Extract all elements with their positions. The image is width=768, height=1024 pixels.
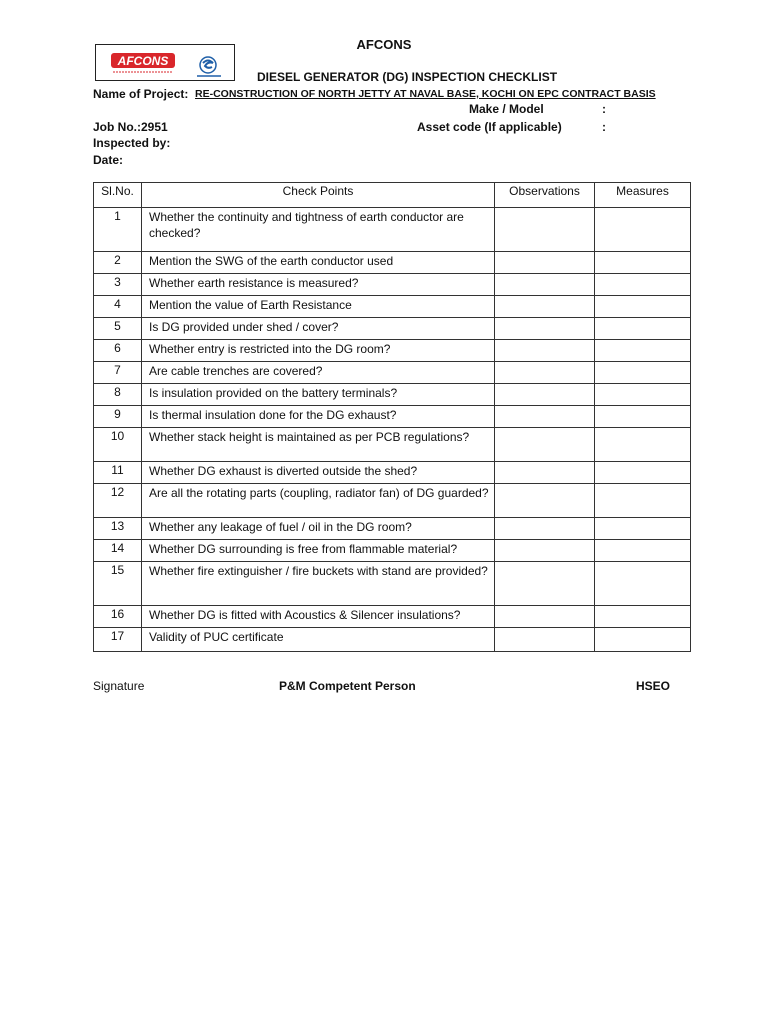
row-measure-cell[interactable] bbox=[595, 462, 691, 484]
row-observation-cell[interactable] bbox=[495, 462, 595, 484]
table-row bbox=[94, 362, 691, 384]
checklist-table bbox=[93, 182, 691, 652]
table-row bbox=[94, 428, 691, 462]
row-measure-cell[interactable] bbox=[595, 540, 691, 562]
row-sl-no: 7 bbox=[94, 362, 142, 384]
row-observation-cell[interactable] bbox=[495, 340, 595, 362]
company-name: AFCONS bbox=[356, 37, 412, 52]
row-measure-cell[interactable] bbox=[595, 318, 691, 340]
table-row bbox=[94, 340, 691, 362]
row-check-point: Mention the SWG of the earth conductor used bbox=[142, 252, 495, 274]
row-check-point: Is thermal insulation done for the DG exhaust? bbox=[142, 406, 495, 428]
header-measures: Measures bbox=[595, 183, 691, 208]
afcons-logo-text: AFCONS bbox=[117, 54, 169, 68]
row-observation-cell[interactable] bbox=[495, 384, 595, 406]
header-sl-no: Sl.No. bbox=[94, 183, 142, 208]
header-check-points: Check Points bbox=[142, 183, 495, 208]
table-row bbox=[94, 518, 691, 540]
row-sl-no: 6 bbox=[94, 340, 142, 362]
row-measure-cell[interactable] bbox=[595, 362, 691, 384]
row-check-point: Whether DG surrounding is free from flammable material? bbox=[142, 540, 495, 562]
asset-code-colon: : bbox=[602, 120, 606, 134]
table-row bbox=[94, 562, 691, 606]
row-measure-cell[interactable] bbox=[595, 562, 691, 606]
make-model-label: Make / Model bbox=[469, 102, 544, 116]
row-check-point: Is DG provided under shed / cover? bbox=[142, 318, 495, 340]
table-row bbox=[94, 462, 691, 484]
row-observation-cell[interactable] bbox=[495, 274, 595, 296]
row-observation-cell[interactable] bbox=[495, 484, 595, 518]
date-label: Date: bbox=[93, 153, 124, 167]
shapoorji-logo-icon bbox=[195, 55, 223, 79]
table-row bbox=[94, 484, 691, 518]
project-value: RE-CONSTRUCTION OF NORTH JETTY AT NAVAL BASE, KOCHI ON EPC CONTRACT BASIS bbox=[195, 88, 656, 100]
job-no-label: Job No.:2951 bbox=[93, 120, 168, 134]
make-model-colon: : bbox=[602, 102, 606, 116]
row-observation-cell[interactable] bbox=[495, 318, 595, 340]
row-sl-no: 11 bbox=[94, 462, 142, 484]
table-header-row bbox=[94, 183, 691, 208]
row-check-point: Is insulation provided on the battery terminals? bbox=[142, 384, 495, 406]
row-check-point: Whether stack height is maintained as per PCB regulations? bbox=[142, 428, 495, 462]
table-row bbox=[94, 384, 691, 406]
row-measure-cell[interactable] bbox=[595, 384, 691, 406]
table-row bbox=[94, 406, 691, 428]
row-measure-cell[interactable] bbox=[595, 606, 691, 628]
form-title: DIESEL GENERATOR (DG) INSPECTION CHECKLIST bbox=[257, 70, 558, 84]
row-sl-no: 2 bbox=[94, 252, 142, 274]
row-measure-cell[interactable] bbox=[595, 296, 691, 318]
row-check-point: Whether fire extinguisher / fire buckets with stand are provided? bbox=[142, 562, 495, 606]
row-sl-no: 10 bbox=[94, 428, 142, 462]
row-observation-cell[interactable] bbox=[495, 296, 595, 318]
row-check-point: Whether DG exhaust is diverted outside the shed? bbox=[142, 462, 495, 484]
table-row bbox=[94, 296, 691, 318]
row-measure-cell[interactable] bbox=[595, 274, 691, 296]
row-check-point: Whether any leakage of fuel / oil in the DG room? bbox=[142, 518, 495, 540]
row-check-point: Whether the continuity and tightness of earth conductor are checked? bbox=[142, 208, 495, 252]
row-check-point: Whether entry is restricted into the DG room? bbox=[142, 340, 495, 362]
row-check-point: Mention the value of Earth Resistance bbox=[142, 296, 495, 318]
row-check-point: Whether DG is fitted with Acoustics & Silencer insulations? bbox=[142, 606, 495, 628]
row-sl-no: 4 bbox=[94, 296, 142, 318]
table-row bbox=[94, 318, 691, 340]
row-observation-cell[interactable] bbox=[495, 518, 595, 540]
row-measure-cell[interactable] bbox=[595, 518, 691, 540]
row-sl-no: 17 bbox=[94, 628, 142, 652]
row-measure-cell[interactable] bbox=[595, 340, 691, 362]
table-row bbox=[94, 208, 691, 252]
row-sl-no: 8 bbox=[94, 384, 142, 406]
row-measure-cell[interactable] bbox=[595, 406, 691, 428]
row-measure-cell[interactable] bbox=[595, 208, 691, 252]
row-sl-no: 16 bbox=[94, 606, 142, 628]
signature-label: Signature bbox=[93, 679, 145, 693]
row-measure-cell[interactable] bbox=[595, 428, 691, 462]
hseo-label: HSEO bbox=[636, 679, 671, 693]
table-row bbox=[94, 274, 691, 296]
row-measure-cell[interactable] bbox=[595, 252, 691, 274]
row-observation-cell[interactable] bbox=[495, 606, 595, 628]
row-observation-cell[interactable] bbox=[495, 362, 595, 384]
row-check-point: Are cable trenches are covered? bbox=[142, 362, 495, 384]
row-sl-no: 5 bbox=[94, 318, 142, 340]
header-observations: Observations bbox=[495, 183, 595, 208]
table-row bbox=[94, 540, 691, 562]
row-measure-cell[interactable] bbox=[595, 484, 691, 518]
row-check-point: Validity of PUC certificate bbox=[142, 628, 495, 652]
row-observation-cell[interactable] bbox=[495, 628, 595, 652]
row-observation-cell[interactable] bbox=[495, 540, 595, 562]
competent-person-label: P&M Competent Person bbox=[279, 679, 416, 693]
asset-code-label: Asset code (If applicable) bbox=[417, 120, 562, 134]
row-sl-no: 13 bbox=[94, 518, 142, 540]
table-row bbox=[94, 628, 691, 652]
row-observation-cell[interactable] bbox=[495, 208, 595, 252]
row-check-point: Are all the rotating parts (coupling, radiator fan) of DG guarded? bbox=[142, 484, 495, 518]
table-row bbox=[94, 606, 691, 628]
row-check-point: Whether earth resistance is measured? bbox=[142, 274, 495, 296]
row-observation-cell[interactable] bbox=[495, 428, 595, 462]
row-sl-no: 1 bbox=[94, 208, 142, 252]
row-observation-cell[interactable] bbox=[495, 406, 595, 428]
row-sl-no: 12 bbox=[94, 484, 142, 518]
inspected-by-label: Inspected by: bbox=[93, 136, 171, 150]
row-observation-cell[interactable] bbox=[495, 562, 595, 606]
row-measure-cell[interactable] bbox=[595, 628, 691, 652]
table-row bbox=[94, 252, 691, 274]
row-sl-no: 15 bbox=[94, 562, 142, 606]
row-sl-no: 14 bbox=[94, 540, 142, 562]
row-sl-no: 3 bbox=[94, 274, 142, 296]
row-observation-cell[interactable] bbox=[495, 252, 595, 274]
afcons-logo-icon bbox=[110, 52, 176, 76]
project-label: Name of Project: bbox=[93, 87, 189, 101]
row-sl-no: 9 bbox=[94, 406, 142, 428]
logo-box bbox=[95, 44, 235, 81]
